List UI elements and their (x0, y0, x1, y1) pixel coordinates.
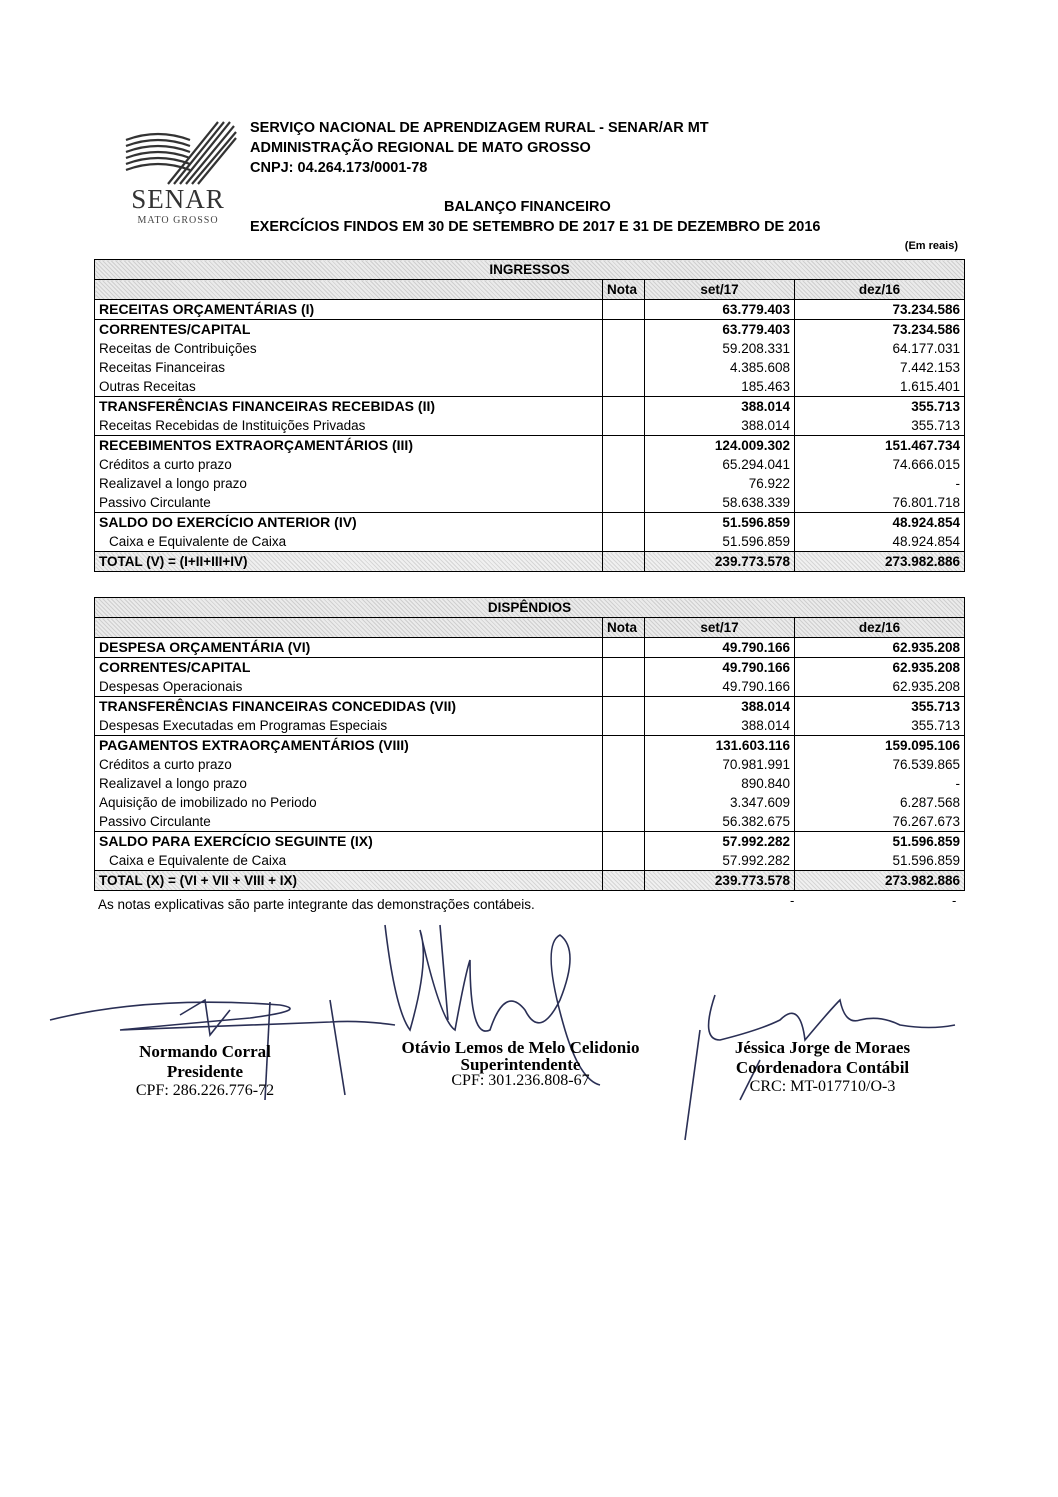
dispendios-heading-row (95, 598, 965, 618)
row-value-set17: 388.014 (645, 697, 795, 717)
row-nota (603, 436, 645, 456)
row-nota (603, 455, 645, 474)
row-value-dez16: 51.596.859 (795, 832, 965, 852)
row-value-dez16: 7.442.153 (795, 358, 965, 377)
row-label: RECEITAS ORÇAMENTÁRIAS (I) (95, 300, 603, 320)
table-row (95, 832, 965, 852)
row-nota (603, 358, 645, 377)
row-value-set17: 63.779.403 (645, 320, 795, 340)
signatory-document: CPF: 301.236.808-67 (451, 1072, 590, 1089)
row-value-set17: 388.014 (645, 416, 795, 436)
row-nota (603, 871, 645, 891)
dispendios-column-header-row (95, 618, 965, 638)
table-row (95, 493, 965, 513)
row-value-set17: 239.773.578 (645, 871, 795, 891)
logo-name: SENAR (131, 184, 225, 214)
row-value-set17: 59.208.331 (645, 339, 795, 358)
row-value-set17: 65.294.041 (645, 455, 795, 474)
signatory-role: Presidente (166, 1062, 244, 1081)
logo-subtitle: MATO GROSSO (137, 215, 219, 226)
row-nota (603, 697, 645, 717)
row-value-dez16: 64.177.031 (795, 339, 965, 358)
signature-accountant (715, 1038, 930, 1096)
row-value-dez16: 62.935.208 (795, 658, 965, 678)
row-value-dez16: 355.713 (795, 397, 965, 417)
row-label: Caixa e Equivalente de Caixa (95, 532, 603, 552)
table-row (95, 716, 965, 736)
row-nota (603, 397, 645, 417)
row-value-set17: 51.596.859 (645, 513, 795, 533)
row-label: Passivo Circulante (95, 812, 603, 832)
row-label: TRANSFERÊNCIAS FINANCEIRAS RECEBIDAS (II) (95, 397, 603, 417)
row-value-set17: 56.382.675 (645, 812, 795, 832)
row-label: PAGAMENTOS EXTRAORÇAMENTÁRIOS (VIII) (95, 736, 603, 756)
row-label: DESPESA ORÇAMENTÁRIA (VI) (95, 638, 603, 658)
row-label: SALDO PARA EXERCÍCIO SEGUINTE (IX) (95, 832, 603, 852)
row-nota (603, 774, 645, 793)
column-header-description (95, 618, 603, 638)
org-cnpj: CNPJ: 04.264.173/0001-78 (250, 160, 428, 176)
row-value-dez16: 76.801.718 (795, 493, 965, 513)
table-row (95, 658, 965, 678)
row-nota (603, 474, 645, 493)
table-row (95, 871, 965, 891)
row-label: Créditos a curto prazo (95, 755, 603, 774)
row-value-dez16: - (795, 474, 965, 493)
row-label: Receitas de Contribuições (95, 339, 603, 358)
row-nota (603, 320, 645, 340)
row-value-dez16: 48.924.854 (795, 532, 965, 552)
row-value-set17: 57.992.282 (645, 832, 795, 852)
currency-unit: (Em reais) (904, 240, 958, 252)
row-value-set17: 49.790.166 (645, 638, 795, 658)
row-label: Realizavel a longo prazo (95, 474, 603, 493)
signatory-name: Jéssica Jorge de Moraes (734, 1038, 911, 1057)
row-nota (603, 793, 645, 812)
dispendios-table (94, 597, 965, 891)
table-row (95, 377, 965, 397)
row-value-dez16: 62.935.208 (795, 638, 965, 658)
column-header-description (95, 280, 603, 300)
row-value-dez16: 73.234.586 (795, 300, 965, 320)
row-label: Passivo Circulante (95, 493, 603, 513)
table-row (95, 358, 965, 377)
row-value-dez16: 355.713 (795, 716, 965, 736)
row-nota (603, 716, 645, 736)
row-value-set17: 57.992.282 (645, 851, 795, 871)
column-header-dez16: dez/16 (795, 618, 965, 638)
row-label: CORRENTES/CAPITAL (95, 658, 603, 678)
table-row (95, 532, 965, 552)
row-nota (603, 493, 645, 513)
row-nota (603, 736, 645, 756)
row-value-set17: 124.009.302 (645, 436, 795, 456)
row-value-set17: 131.603.116 (645, 736, 795, 756)
row-value-dez16: 1.615.401 (795, 377, 965, 397)
row-nota (603, 339, 645, 358)
column-header-nota: Nota (603, 618, 645, 638)
row-value-set17: 388.014 (645, 397, 795, 417)
table-row (95, 513, 965, 533)
table-row (95, 812, 965, 832)
signatory-role: Coordenadora Contábil (735, 1058, 910, 1077)
org-regional: ADMINISTRAÇÃO REGIONAL DE MATO GROSSO (250, 140, 591, 156)
row-nota (603, 513, 645, 533)
signatory-name: Normando Corral (139, 1042, 271, 1061)
row-nota (603, 851, 645, 871)
report-subtitle: EXERCÍCIOS FINDOS EM 30 DE SETEMBRO DE 2017 E 31 DE DEZEMBRO DE 2016 (250, 219, 821, 235)
row-value-set17: 388.014 (645, 716, 795, 736)
row-value-set17: 890.840 (645, 774, 795, 793)
senar-logo (118, 118, 238, 226)
row-value-dez16: 76.267.673 (795, 812, 965, 832)
row-nota (603, 552, 645, 572)
row-value-dez16: - (795, 774, 965, 793)
row-value-dez16: 151.467.734 (795, 436, 965, 456)
row-value-dez16: 6.287.568 (795, 793, 965, 812)
table-row (95, 774, 965, 793)
row-label: Caixa e Equivalente de Caixa (95, 851, 603, 871)
table-row (95, 793, 965, 812)
table-row (95, 320, 965, 340)
ingressos-column-header-row (95, 280, 965, 300)
row-nota (603, 658, 645, 678)
table-row (95, 755, 965, 774)
column-header-set17: set/17 (645, 280, 795, 300)
row-value-set17: 239.773.578 (645, 552, 795, 572)
table-row (95, 851, 965, 871)
ingressos-table (94, 259, 965, 572)
row-value-set17: 51.596.859 (645, 532, 795, 552)
table-row (95, 455, 965, 474)
footnote: As notas explicativas são parte integrante das demonstrações contábeis. (98, 897, 535, 912)
row-nota (603, 532, 645, 552)
row-value-dez16: 273.982.886 (795, 552, 965, 572)
row-label: TRANSFERÊNCIAS FINANCEIRAS CONCEDIDAS (VII) (95, 697, 603, 717)
ingressos-heading: INGRESSOS (95, 260, 965, 280)
row-nota (603, 832, 645, 852)
column-header-set17: set/17 (645, 618, 795, 638)
row-value-dez16: 73.234.586 (795, 320, 965, 340)
row-value-dez16: 62.935.208 (795, 677, 965, 697)
table-row (95, 736, 965, 756)
table-row (95, 416, 965, 436)
row-label: SALDO DO EXERCÍCIO ANTERIOR (IV) (95, 513, 603, 533)
row-label: Despesas Executadas em Programas Especiais (95, 716, 603, 736)
row-value-dez16: 355.713 (795, 697, 965, 717)
table-row (95, 474, 965, 493)
table-row (95, 436, 965, 456)
senar-logo-icon (118, 118, 238, 186)
row-value-dez16: 48.924.854 (795, 513, 965, 533)
row-value-dez16: 159.095.106 (795, 736, 965, 756)
ingressos-heading-row (95, 260, 965, 280)
signature-superintendent (378, 1038, 663, 1090)
column-header-nota: Nota (603, 280, 645, 300)
table-row (95, 397, 965, 417)
signatory-document: CPF: 286.226.776-72 (135, 1082, 275, 1099)
table-row (95, 677, 965, 697)
signature-president (110, 1042, 300, 1100)
row-nota (603, 755, 645, 774)
row-label: Receitas Financeiras (95, 358, 603, 377)
row-value-set17: 58.638.339 (645, 493, 795, 513)
row-nota (603, 812, 645, 832)
row-value-set17: 3.347.609 (645, 793, 795, 812)
row-label: Despesas Operacionais (95, 677, 603, 697)
row-nota (603, 416, 645, 436)
row-value-dez16: 273.982.886 (795, 871, 965, 891)
signatory-role: Superintendente (460, 1055, 581, 1074)
row-nota (603, 377, 645, 397)
row-nota (603, 638, 645, 658)
row-value-set17: 4.385.608 (645, 358, 795, 377)
table-row (95, 638, 965, 658)
row-label: Receitas Recebidas de Instituições Privadas (95, 416, 603, 436)
table-row (95, 339, 965, 358)
row-label: Créditos a curto prazo (95, 455, 603, 474)
row-value-set17: 63.779.403 (645, 300, 795, 320)
row-value-dez16: 76.539.865 (795, 755, 965, 774)
signatory-document: CRC: MT-017710/O-3 (749, 1078, 896, 1095)
row-nota (603, 300, 645, 320)
column-header-dez16: dez/16 (795, 280, 965, 300)
row-label: TOTAL (X) = (VI + VII + VIII + IX) (95, 871, 603, 891)
row-value-set17: 70.981.991 (645, 755, 795, 774)
row-value-dez16: 51.596.859 (795, 851, 965, 871)
row-nota (603, 677, 645, 697)
row-value-set17: 49.790.166 (645, 658, 795, 678)
table-row (95, 552, 965, 572)
report-title: BALANÇO FINANCEIRO (444, 199, 611, 215)
table-row (95, 697, 965, 717)
footnote-dash: - (952, 893, 957, 908)
row-value-dez16: 355.713 (795, 416, 965, 436)
footnote-dash: - (790, 893, 795, 908)
row-label: Realizavel a longo prazo (95, 774, 603, 793)
row-label: Aquisição de imobilizado no Periodo (95, 793, 603, 812)
row-value-set17: 185.463 (645, 377, 795, 397)
signatory-name: Otávio Lemos de Melo Celidonio (401, 1038, 640, 1057)
row-label: RECEBIMENTOS EXTRAORÇAMENTÁRIOS (III) (95, 436, 603, 456)
table-row (95, 300, 965, 320)
row-label: TOTAL (V) = (I+II+III+IV) (95, 552, 603, 572)
row-value-set17: 49.790.166 (645, 677, 795, 697)
row-label: CORRENTES/CAPITAL (95, 320, 603, 340)
row-value-dez16: 74.666.015 (795, 455, 965, 474)
dispendios-heading: DISPÊNDIOS (95, 598, 965, 618)
row-label: Outras Receitas (95, 377, 603, 397)
row-value-set17: 76.922 (645, 474, 795, 493)
org-name: SERVIÇO NACIONAL DE APRENDIZAGEM RURAL - SENAR/AR MT (250, 120, 709, 136)
